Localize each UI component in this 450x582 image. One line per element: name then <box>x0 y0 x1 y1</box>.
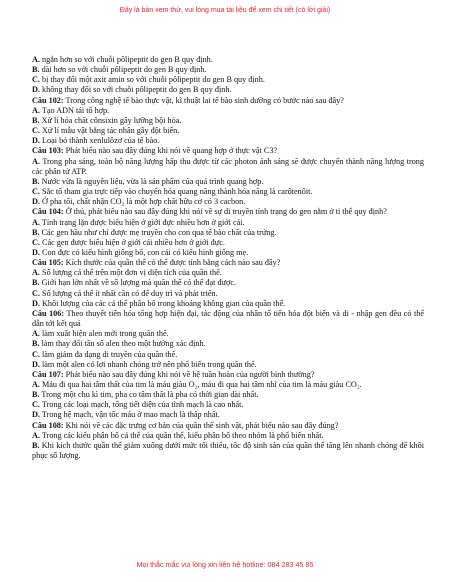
question-line <box>32 370 424 380</box>
option-line <box>32 55 424 65</box>
option-label: B. <box>32 65 40 75</box>
option-text: Trong các loại mạch, tổng tiết diện của tĩnh mạch là cao nhất. <box>41 400 244 410</box>
option-label: B. <box>32 440 40 450</box>
option-line <box>32 380 424 390</box>
question-number: Câu 108: <box>32 420 64 430</box>
option-text: Con đực có kiểu hình giống bố, con cái có kiểu hình giống mẹ. <box>42 247 249 257</box>
option-line <box>32 157 424 177</box>
question-text: Kích thước của quần thể có thể được tính bằng cách nào sau đây? <box>65 258 281 268</box>
option-line <box>32 350 424 360</box>
option-text: Tạo ADN tái tổ hợp. <box>41 105 110 115</box>
option-text: Trong một chu kì tim, pha co tâm thất là pha có thời gian dài nhất. <box>41 390 259 400</box>
question-number: Câu 106: <box>32 308 65 318</box>
option-text: Xử lí hóa chất cônsixin gây lưỡng bội hóa. <box>41 115 182 125</box>
option-text: Giới hạn lớn nhất về số lượng mà quần thể có thể đạt được. <box>41 278 237 288</box>
option-line <box>32 228 424 238</box>
option-line <box>32 248 424 258</box>
option-line <box>32 218 424 228</box>
option-text: Trong pha sáng, toàn bộ năng lượng hấp thu được từ các photon ánh sáng sẽ được chuyển thành năng lượng trong các phân tử ATP. <box>32 156 424 176</box>
option-text: Xử lí mẫu vật bằng tác nhân gây đột biến. <box>42 126 180 136</box>
option-label: B. <box>32 278 40 288</box>
question-content <box>32 55 424 461</box>
question-line <box>32 309 424 329</box>
option-text: Ở pha tối, chất nhận CO₂ là một hợp chất hữu cơ có 3 cacbon. <box>42 197 246 207</box>
question-line <box>32 96 424 106</box>
option-text: Các gen được biểu hiện ở giới cái nhiều hơn ở giới đực. <box>42 237 225 247</box>
option-line <box>32 441 424 461</box>
option-label: D. <box>32 136 40 146</box>
option-text: Số lượng cá thể ít nhất cần có để duy trì và phát triển. <box>42 288 218 298</box>
hotline-footer: Mọi thắc mắc vui lòng xin liên hệ hotline: 084 283 45 85 <box>136 560 314 569</box>
question-text: Ở thú, phát biểu nào sau đây đúng khi nói về sự di truyền tính trạng do gen nằm ở ti thể quy định? <box>65 207 387 217</box>
option-line <box>32 126 424 136</box>
option-label: C. <box>32 237 40 247</box>
option-label: A. <box>32 156 40 166</box>
option-text: Khối lượng của các cá thể phân bố trong khoảng không gian của quần thể. <box>42 298 286 308</box>
option-label: D. <box>32 410 40 420</box>
option-line <box>32 197 424 207</box>
option-label: C. <box>32 349 40 359</box>
question-text: Phát biểu nào sau đây đúng khi nói về hệ tuần hoàn của người bình thường? <box>65 369 315 379</box>
option-label: B. <box>32 176 40 186</box>
option-text: Khi kích thước quần thể giảm xuống dưới mức tối thiểu, tốc độ sinh sản của quần thể tăng lên nhanh chóng để khôi phục số lượng. <box>32 440 424 461</box>
option-line <box>32 238 424 248</box>
option-line <box>32 390 424 400</box>
option-label: D. <box>32 197 40 207</box>
question-text: Trong công nghệ tế bào thực vật, kĩ thuật lai tế bào sinh dưỡng có bước nào sau đây? <box>65 95 344 105</box>
option-label: A. <box>32 268 40 278</box>
option-label: D. <box>32 298 40 308</box>
question-number: Câu 102: <box>32 95 64 105</box>
question-text: Khi nói về các đặc trưng cơ bản của quần thể sinh vật, phát biểu nào sau đây đúng? <box>65 420 339 430</box>
option-line <box>32 299 424 309</box>
option-label: A. <box>32 55 40 64</box>
option-line <box>32 339 424 349</box>
option-line <box>32 289 424 299</box>
option-label: B. <box>32 115 40 125</box>
option-label: C. <box>32 126 40 136</box>
option-text: Trong hệ mạch, vận tốc máu ở mao mạch là thấp nhất. <box>41 410 220 420</box>
option-text: Số lượng cá thể trên một đơn vị diện tích của quần thể. <box>42 268 222 278</box>
option-label: C. <box>32 288 40 298</box>
question-line <box>32 207 424 217</box>
option-label: A. <box>32 430 40 440</box>
option-label: C. <box>32 187 40 197</box>
option-label: D. <box>32 359 40 369</box>
option-line <box>32 187 424 197</box>
option-label: B. <box>32 390 40 400</box>
option-line <box>32 268 424 278</box>
option-label: A. <box>32 329 40 339</box>
question-number: Câu 105: <box>32 258 64 268</box>
option-text: bị thay đổi một axit amin so với chuỗi pôlipeptit do gen B quy định. <box>42 75 265 85</box>
option-text: làm xuất hiện alen mới trong quần thể. <box>42 329 169 339</box>
option-line <box>32 431 424 441</box>
option-text: Sắc tố tham gia trực tiếp vào chuyển hóa quang năng thành hóa năng là carôtenôit. <box>42 187 313 197</box>
option-line <box>32 136 424 146</box>
question-number: Câu 107: <box>32 369 64 379</box>
option-text: làm một alen có lợi nhanh chóng trở nên phổ biến trong quần thể. <box>42 359 257 369</box>
question-text: Phát biểu nào sau đây đúng khi nói về quang hợp ở thực vật C3? <box>65 146 278 156</box>
option-line <box>32 177 424 187</box>
option-line <box>32 75 424 85</box>
option-line <box>32 85 424 95</box>
option-text: Trong các kiểu phân bố cá thể của quần thể, kiểu phân bố theo nhóm là phổ biến nhất. <box>41 430 324 440</box>
option-text: không thay đổi so với chuỗi pôlipeptit do gen B quy định. <box>42 85 232 95</box>
question-line <box>32 421 424 431</box>
option-label: B. <box>32 339 40 349</box>
option-label: C. <box>32 75 40 85</box>
option-text: Tính trạng lặn được biểu hiện ở giới đực nhiều hơn ở giới cái. <box>41 217 245 227</box>
option-line <box>32 400 424 410</box>
option-text: Các gen hầu như chỉ được mẹ truyền cho con qua tế bào chất của trứng. <box>41 227 277 237</box>
option-label: A. <box>32 105 40 115</box>
option-text: Máu đi qua hai tâm thất của tim là máu giàu O₂, máu đi qua hai tâm nhĩ của tim là máu giàu CO₂. <box>42 380 362 389</box>
question-text: Theo thuyết tiến hóa tổng hợp hiện đại, tác động của nhân tố tiến hóa đột biến và di - nhập gen đều có thể dẫn tới kết quả <box>32 308 424 329</box>
preview-banner: Đây là bản xem thử, vui lòng mua tài liệu để xem chi tiết (có lời giải) <box>119 7 331 14</box>
option-line <box>32 65 424 75</box>
option-label: C. <box>32 400 40 410</box>
option-line <box>32 410 424 420</box>
question-line <box>32 146 424 156</box>
option-line <box>32 278 424 288</box>
option-text: làm giảm đa dạng di truyền của quần thể. <box>42 349 178 359</box>
option-label: A. <box>32 380 40 389</box>
option-text: ngắn hơn so với chuỗi pôlipeptit do gen B quy định. <box>42 55 213 64</box>
option-line <box>32 116 424 126</box>
option-label: A. <box>32 217 40 227</box>
option-text: làm thay đổi tần số alen theo một hướng xác định. <box>41 339 206 349</box>
question-number: Câu 103: <box>32 146 64 156</box>
option-text: Loại bỏ thành xenlulôzơ của tế bào. <box>42 136 160 146</box>
option-text: Nước vừa là nguyên liệu, vừa là sản phẩm của quá trình quang hợp. <box>41 176 264 186</box>
option-label: D. <box>32 247 40 257</box>
question-line <box>32 258 424 268</box>
option-line <box>32 329 424 339</box>
option-line <box>32 106 424 116</box>
option-text: dài hơn so với chuỗi pôlipeptit do gen B quy định. <box>41 65 207 75</box>
option-label: B. <box>32 227 40 237</box>
option-label: D. <box>32 85 40 95</box>
option-line <box>32 360 424 370</box>
question-number: Câu 104: <box>32 207 64 217</box>
